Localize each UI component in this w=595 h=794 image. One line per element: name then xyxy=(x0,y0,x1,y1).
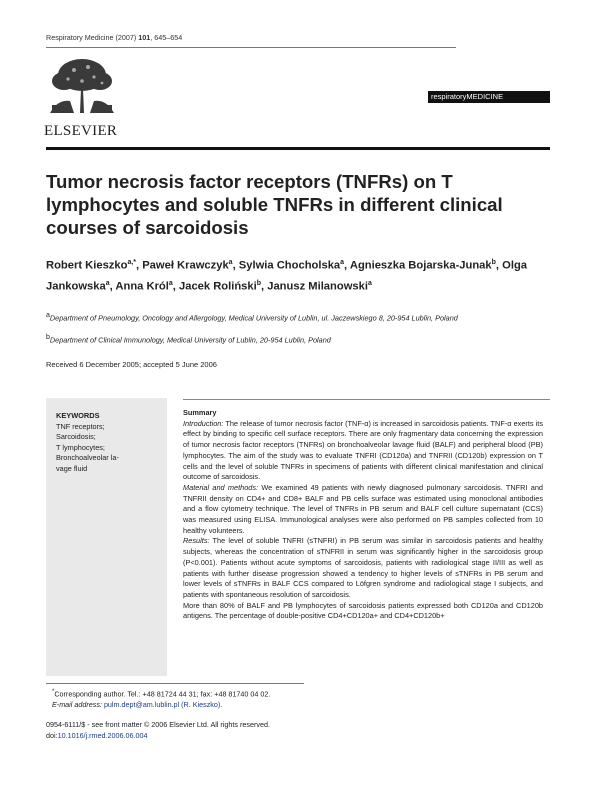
author-affiliation-mark: a xyxy=(168,279,173,287)
author-affiliation-mark: b xyxy=(491,259,496,266)
doi-link[interactable]: 10.1016/j.rmed.2006.06.004 xyxy=(57,730,148,740)
abstract-summary xyxy=(183,408,543,622)
author-affiliation-mark: a xyxy=(105,279,110,287)
issn-copyright: 0954-6111/$ - see front matter © 2006 Elsevier Ltd. All rights reserved. doi:10.1016/j.rmed.2006.06.004 xyxy=(46,720,270,740)
summary-methods: Material and methods: We examined 49 patients with newly diagnosed pulmonary sarcoidosis. TNFRI and TNFRII density on CD4+ and CD8+ BALF and PB cells surface was estimated using monoclonal antibodies and a flow cytometry technique. The level of TNFRs in PB serum and BALF cell culture supernatant (CCS) was measured using ELISA. Immunological analyses were also performed on PB samples collected from 10 healthy volunteers. xyxy=(183,482,543,535)
affiliation-a: $^a$Department of Pneumology, Oncology and Allergology, Medical University of Lublin, ul. Jaczewskiego 8, 20-954 Lublin, Poland xyxy=(46,312,458,323)
author-name: Jacek Roliński xyxy=(179,280,257,293)
author-name: Agnieszka Bojarska-Junak xyxy=(349,259,492,272)
publisher-name: ELSEVIER xyxy=(44,123,118,139)
author-name: Anna Król xyxy=(115,280,169,293)
author-name: Robert Kieszko xyxy=(46,259,128,272)
author-affiliation-mark: a xyxy=(228,259,233,266)
author-list: Robert Kieszko$^{a,*}$, Paweł Krawczyk$^a$, Sylwia Chocholska$^a$, Agnieszka Bojarska-Junak$^b$, Olga Jankowska$^a$, Anna Król$^a$, Jacek Roliński$^b$, Janusz Milanowski$^a$ xyxy=(46,259,528,293)
article-title: Tumor necrosis factor receptors (TNFRs) on T lymphocytes and soluble TNFRs in different clinical courses of sarcoidosis xyxy=(46,171,503,238)
keyword-item: T lymphocytes; xyxy=(56,442,105,452)
received-dates: Received 6 December 2005; accepted 5 June 2006 xyxy=(46,360,217,369)
author-name: Paweł Krawczyk xyxy=(142,259,229,272)
affiliation-b: $^b$Department of Clinical Immunology, Medical University of Lublin, 20-954 Lublin, Poland xyxy=(46,334,331,345)
keywords-list xyxy=(56,411,162,475)
journal-banner: respiratoryMEDICINE xyxy=(428,91,550,103)
author-affiliation-mark: b xyxy=(256,279,262,287)
keyword-item: Sarcoidosis; xyxy=(56,432,96,442)
author-affiliation-mark: a,* xyxy=(127,259,136,266)
keywords-heading: KEYWORDS xyxy=(56,411,100,420)
header-divider xyxy=(46,147,550,150)
keyword-item: vage fluid xyxy=(56,463,88,473)
elsevier-tree-logo xyxy=(44,55,120,115)
journal-citation: Respiratory Medicine (2007) 101, 645–654 xyxy=(46,33,183,42)
corresponding-author-footnote: *Corresponding author. Tel.: +48 81724 44 31; fax: +48 81740 04 02. E-mail address: pulm.dept@am.lublin.pl (R. Kieszko). xyxy=(52,689,271,709)
author-name: Sylwia Chocholska xyxy=(238,259,341,272)
author-name: Janusz Milanowski xyxy=(267,280,368,293)
summary-results-continued: More than 80% of BALF and PB lymphocytes of sarcoidosis patients expressed both CD120a and CD120b antigens. The percentage of double-positive CD4+CD120a+ and CD4+CD120b+ xyxy=(183,600,543,621)
keyword-item: TNF receptors; xyxy=(56,421,105,431)
email-link[interactable]: pulm.dept@am.lublin.pl (R. Kieszko). xyxy=(103,699,223,709)
author-affiliation-mark: a xyxy=(340,259,345,266)
header-rule xyxy=(46,47,456,48)
footnote-rule xyxy=(46,683,304,684)
author-name: Olga Jankowska xyxy=(46,259,528,293)
summary-rule xyxy=(183,399,550,400)
summary-heading: Summary xyxy=(183,408,217,417)
keyword-item: Bronchoalveolar la- xyxy=(56,453,119,463)
summary-results: Results: The level of soluble TNFRI (sTNFRI) in PB serum was similar in sarcoidosis patients and healthy subjects, whereas the concentration of sTNFRII in serum was significantly higher in the sarcoidosis group (P<0.001). Patients without acute symptoms of sarcoidosis, patients with radiological stage II/III as well as patients with further disease progression showed a tendency to higher levels of sTNFRs in PB serum and lower levels of sTNFRs in BALF CCS compared to Löfgren syndrome and radiological stage I subjects, and patients with spontaneous resolution of sarcoidosis. xyxy=(183,536,543,599)
summary-introduction: Introduction: The release of tumor necrosis factor (TNF-α) is increased in sarcoidosis patients. TNF-α exerts its effect by binding to specific cell surface receptors. There are only fragmentary data concerning the expression of tumor necrosis factor receptors (TNFRs) on bronchoalveolar lavage fluid (BALF) and peripheral blood (PB) lymphocytes. The aim of the study was to evaluate TNFRI (CD120a) and TNFRII (CD120b) expression on T cells and the level of soluble TNFRs in specimens of patients with different clinical manifestation and clinical outcome of sarcoidosis. xyxy=(183,418,543,482)
author-affiliation-mark: a xyxy=(367,279,372,287)
